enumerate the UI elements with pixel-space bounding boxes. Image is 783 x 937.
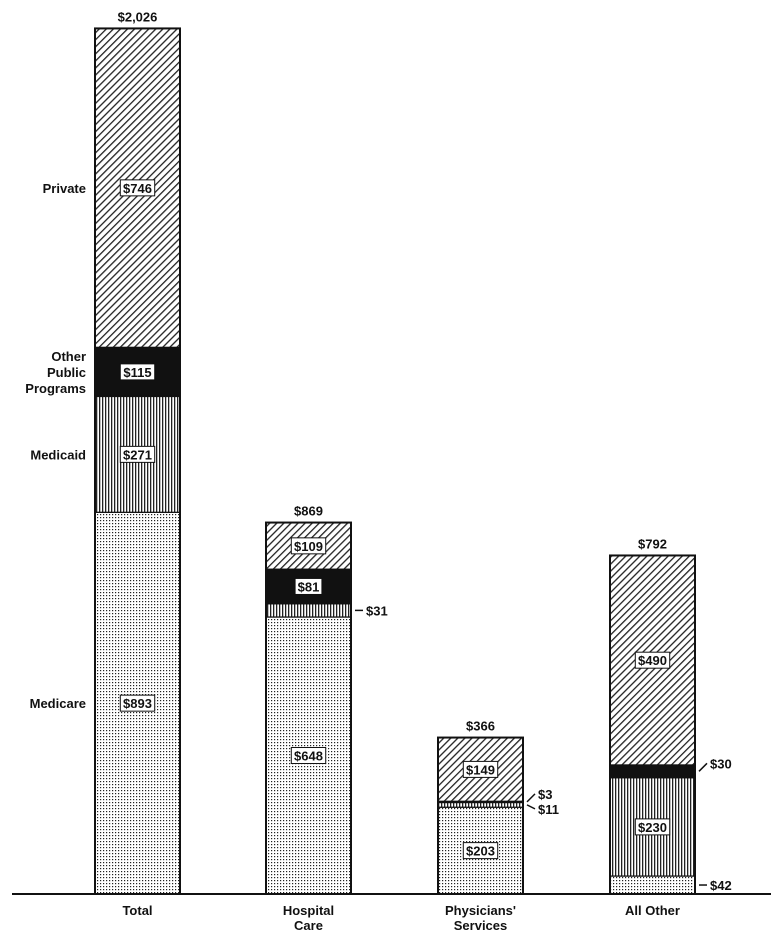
value-label-private-total: $746 — [123, 180, 152, 196]
bar-segment-other-public-programs-all-other — [610, 765, 695, 778]
category-label-hospital-care: Hospital Care — [282, 903, 335, 933]
series-label-medicare: Medicare — [29, 696, 86, 712]
value-label-private-physicians-services: $149 — [466, 762, 495, 778]
value-label-other-public-programs-all-other-leader — [699, 763, 707, 771]
total-label-all-other: $792 — [638, 536, 667, 552]
bar-segment-medicaid-physicians-services — [438, 803, 523, 808]
category-label-total: Total — [122, 903, 153, 918]
series-label-medicaid: Medicaid — [30, 447, 86, 463]
series-label-private: Private — [42, 180, 86, 196]
category-label-physicians-services: Physicians' Services — [444, 903, 517, 933]
value-label-other-public-programs-total: $115 — [123, 364, 152, 380]
total-label-total: $2,026 — [117, 9, 158, 25]
value-label-medicare-physicians-services: $203 — [466, 843, 495, 859]
value-label-medicare-total: $893 — [123, 696, 152, 712]
value-label-medicaid-physicians-services: $11 — [538, 801, 559, 817]
value-label-other-public-programs-physicians-services-leader — [527, 794, 535, 802]
value-label-private-hospital-care: $109 — [294, 538, 323, 554]
value-label-other-public-programs-hospital-care: $81 — [297, 579, 320, 595]
value-label-medicare-all-other: $42 — [710, 878, 732, 894]
value-label-medicaid-total: $271 — [123, 447, 152, 463]
bar-segment-medicaid-hospital-care — [266, 604, 351, 617]
category-label-all-other: All Other — [625, 903, 680, 918]
total-label-hospital-care: $869 — [294, 503, 323, 519]
value-label-other-public-programs-all-other: $30 — [710, 756, 732, 772]
series-label-other-public-programs: Other Public Programs — [25, 348, 86, 396]
value-label-medicaid-hospital-care: $31 — [366, 603, 388, 619]
total-label-physicians-services: $366 — [466, 718, 495, 734]
value-label-private-all-other: $490 — [638, 653, 667, 669]
value-label-other-public-programs-physicians-services: $3 — [538, 786, 553, 802]
bar-segment-medicare-all-other — [610, 876, 695, 894]
value-label-medicare-hospital-care: $648 — [294, 748, 323, 764]
value-label-medicaid-all-other: $230 — [638, 819, 667, 835]
value-label-medicaid-physicians-services-leader — [527, 805, 535, 809]
